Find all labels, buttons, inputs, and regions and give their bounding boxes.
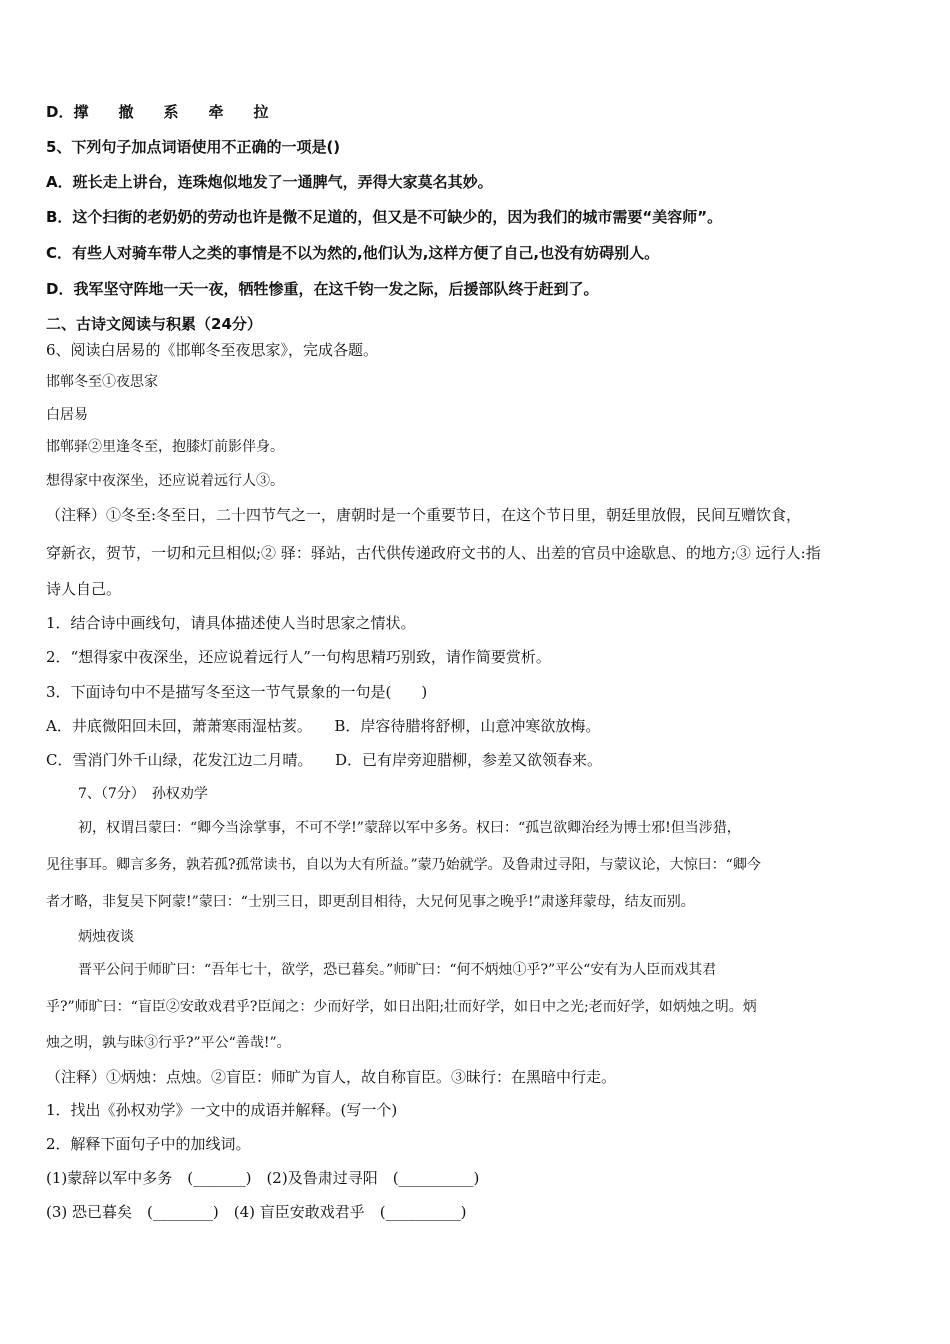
passage-2-line-1: 晋平公问于师旷曰：“吾年七十，欲学，恐已暮矣。”师旷曰：“何不炳烛①乎?”平公“安有为人臣而戏其君	[78, 962, 717, 978]
passage-1-line-3: 者才略，非复吴下阿蒙!”蒙曰：“士别三日，即更刮目相待，大兄何见事之晚乎!”肃遂拜蒙母，结友而别。	[46, 894, 695, 910]
passage-2-line-3: 烛之明，孰与昧③行乎?”平公“善哉!”。	[46, 1035, 291, 1051]
option-d-words: D．撑 撤 系 牵 拉	[46, 103, 269, 121]
question-7-2-items-1-2: (1)蒙辞以军中多务 (_______) (2)及鲁肃过寻阳 (__________)	[46, 1169, 480, 1187]
poem-author: 白居易	[46, 407, 88, 423]
question-7-1: 1．找出《孙权劝学》一文中的成语并解释。(写一个)	[46, 1101, 398, 1119]
question-5-option-b: B．这个扫街的老奶奶的劳动也许是微不足道的，但又是不可缺少的，因为我们的城市需要“美容师”。	[46, 208, 723, 226]
section-2-heading: 二、古诗文阅读与积累（24分）	[46, 315, 262, 333]
poem-title: 邯郸冬至①夜思家	[46, 374, 158, 390]
question-6-1: 1．结合诗中画线句，请具体描述使人当时思家之情状。	[46, 614, 416, 632]
poem-notes-line-2: 穿新衣，贺节，一切和元旦相似;② 驿：驿站，古代供传递政府文书的人、出差的官员中途歇息、的地方;③ 远行人:指	[46, 544, 821, 562]
passage-1-line-2: 见往事耳。卿言多务，孰若孤?孤常读书，自以为大有所益。”蒙乃始就学。及鲁肃过寻阳，与蒙议论，大惊曰：“卿今	[46, 857, 761, 873]
question-7-2: 2．解释下面句子中的加线词。	[46, 1135, 251, 1153]
passage-2-line-2: 乎?”师旷曰：“盲臣②安敢戏君乎?臣闻之：少而好学，如日出阳;壮而好学，如日中之光;老而好学，如炳烛之明。炳	[46, 999, 757, 1015]
poem-line-2: 想得家中夜深坐，还应说着远行人③。	[46, 473, 284, 489]
poem-notes-line-1: （注释）①冬至:冬至日，二十四节气之一，唐朝时是一个重要节日，在这个节日里，朝廷里放假，民间互赠饮食，	[46, 506, 802, 524]
passage-1-line-1: 初，权谓吕蒙曰：“卿今当涂掌事，不可不学!”蒙辞以军中多务。权曰：“孤岂欲卿治经为博士邪!但当涉猎，	[78, 820, 741, 836]
passage-2-title: 炳烛夜谈	[78, 929, 134, 945]
question-5-option-a: A．班长走上讲台，连珠炮似地发了一通脾气，弄得大家莫名其妙。	[46, 173, 493, 191]
question-6-3-options-ab: A．井底微阳回未回，萧萧寒雨湿枯荄。 B．岸容待腊将舒柳，山意冲寒欲放梅。	[46, 717, 601, 735]
question-6-2: 2．“想得家中夜深坐，还应说着远行人”一句构思精巧别致，请作简要赏析。	[46, 648, 551, 666]
question-6-3: 3．下面诗句中不是描写冬至这一节气景象的一句是( )	[46, 683, 428, 701]
question-5-option-d: D．我军坚守阵地一天一夜，牺牲惨重，在这千钧一发之际，后援部队终于赶到了。	[46, 280, 599, 298]
passage-notes: （注释）①炳烛：点烛。②盲臣：师旷为盲人，故自称盲臣。③昧行：在黑暗中行走。	[46, 1068, 617, 1086]
question-5-option-c: C．有些人对骑车带人之类的事情是不以为然的,他们认为,这样方便了自己,也没有妨碍别人。	[46, 244, 660, 262]
question-6-stem: 6、阅读白居易的《邯郸冬至夜思家》，完成各题。	[46, 341, 379, 359]
question-5-stem: 5、下列句子加点词语使用不正确的一项是()	[46, 138, 341, 156]
poem-notes-line-3: 诗人自己。	[46, 580, 122, 598]
poem-line-1: 邯郸驿②里逢冬至，抱膝灯前影伴身。	[46, 439, 284, 455]
question-7-2-items-3-4: (3) 恐已暮矣 (________) (4) 盲臣安敢戏君乎 (__________)	[46, 1203, 467, 1221]
question-7-heading: 7、（7分） 孙权劝学	[78, 786, 208, 802]
question-6-3-options-cd: C．雪消门外千山绿，花发江边二月晴。 D．已有岸旁迎腊柳，参差又欲领春来。	[46, 751, 603, 769]
